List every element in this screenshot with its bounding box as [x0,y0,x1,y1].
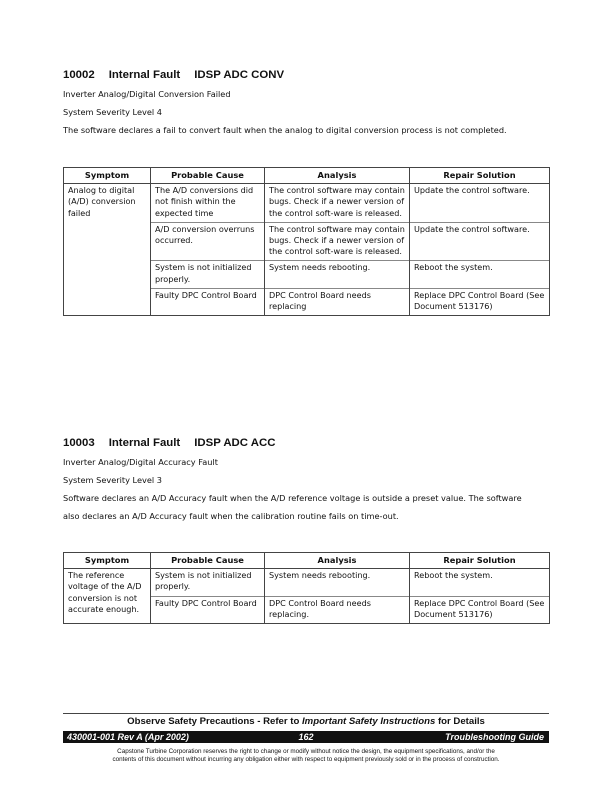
repair-cell: Replace DPC Control Board (See Document 513176) [410,288,550,315]
fault-id: IDSP ADC ACC [194,437,276,449]
header-probable-cause: Probable Cause [151,553,265,569]
header-symptom: Symptom [64,553,151,569]
cause-cell: A/D conversion overruns occurred. [151,222,265,261]
fault-heading-10002 [63,69,298,81]
fault-name: Internal Fault [108,69,181,81]
table-header-row [64,168,550,184]
fault-explanation-line-2: also declares an A/D Accuracy fault when the calibration routine fails on time-out. [63,511,399,521]
fault-severity: System Severity Level 3 [63,475,162,485]
symptom-cell: The reference voltage of the A/D conversion is not accurate enough. [64,569,151,624]
header-analysis: Analysis [265,168,410,184]
disclaimer-line-2: contents of this document without incurring any obligation either with respect to equipment previously sold or in the process of construction. [112,756,500,763]
footer-disclaimer [63,748,549,764]
cause-cell: Faulty DPC Control Board [151,288,265,315]
fault-description: Inverter Analog/Digital Conversion Failed [63,89,231,99]
footer-rule [63,713,549,714]
repair-cell: Replace DPC Control Board (See Document 513176) [410,596,550,623]
doc-number: 430001-001 Rev A (Apr 2002) [67,732,189,742]
safety-text: Observe Safety Precautions - Refer to [127,716,303,727]
analysis-cell: System needs rebooting. [265,569,410,596]
guide-title: Troubleshooting Guide [445,732,544,742]
fault-code: 10003 [63,437,95,449]
analysis-cell: System needs rebooting. [265,261,410,288]
analysis-cell: DPC Control Board needs replacing [265,288,410,315]
fault-name: Internal Fault [108,437,181,449]
repair-cell: Update the control software. [410,184,550,223]
safety-link-text: Important Safety Instructions [302,716,436,727]
analysis-cell: DPC Control Board needs replacing. [265,596,410,623]
safety-text: for Details [435,716,485,727]
table-row [64,569,550,596]
fault-description: Inverter Analog/Digital Accuracy Fault [63,457,218,467]
footer-bar [63,731,549,743]
header-repair-solution: Repair Solution [410,553,550,569]
fault-severity: System Severity Level 4 [63,107,162,117]
repair-cell: Reboot the system. [410,569,550,596]
repair-cell: Update the control software. [410,222,550,261]
cause-cell: Faulty DPC Control Board [151,596,265,623]
table-row [64,184,550,223]
symptom-cell: Analog to digital (A/D) conversion failed [64,184,151,316]
header-analysis: Analysis [265,553,410,569]
analysis-cell: The control software may contain bugs. Check if a newer version of the control soft-ware is released. [265,184,410,223]
cause-cell: System is not initialized properly. [151,261,265,288]
fault-explanation: The software declares a fail to convert fault when the analog to digital conversion process is not completed. [63,125,507,135]
fault-table-10003 [63,552,550,624]
fault-heading-10003 [63,437,289,449]
cause-cell: System is not initialized properly. [151,569,265,596]
header-probable-cause: Probable Cause [151,168,265,184]
fault-id: IDSP ADC CONV [194,69,285,81]
header-symptom: Symptom [64,168,151,184]
cause-cell: The A/D conversions did not finish within the expected time [151,184,265,223]
fault-explanation-line-1: Software declares an A/D Accuracy fault when the A/D reference voltage is outside a preset value. The software [63,493,522,503]
table-header-row [64,553,550,569]
disclaimer-line-1: Capstone Turbine Corporation reserves the right to change or modify without notice the design, the equipment specifications, and/or the [117,748,495,755]
fault-table-10002 [63,167,550,316]
page-number: 162 [298,732,314,742]
footer-safety-notice [0,716,612,727]
analysis-cell: The control software may contain bugs. Check if a newer version of the control soft-ware is released. [265,222,410,261]
repair-cell: Reboot the system. [410,261,550,288]
fault-code: 10002 [63,69,95,81]
header-repair-solution: Repair Solution [410,168,550,184]
